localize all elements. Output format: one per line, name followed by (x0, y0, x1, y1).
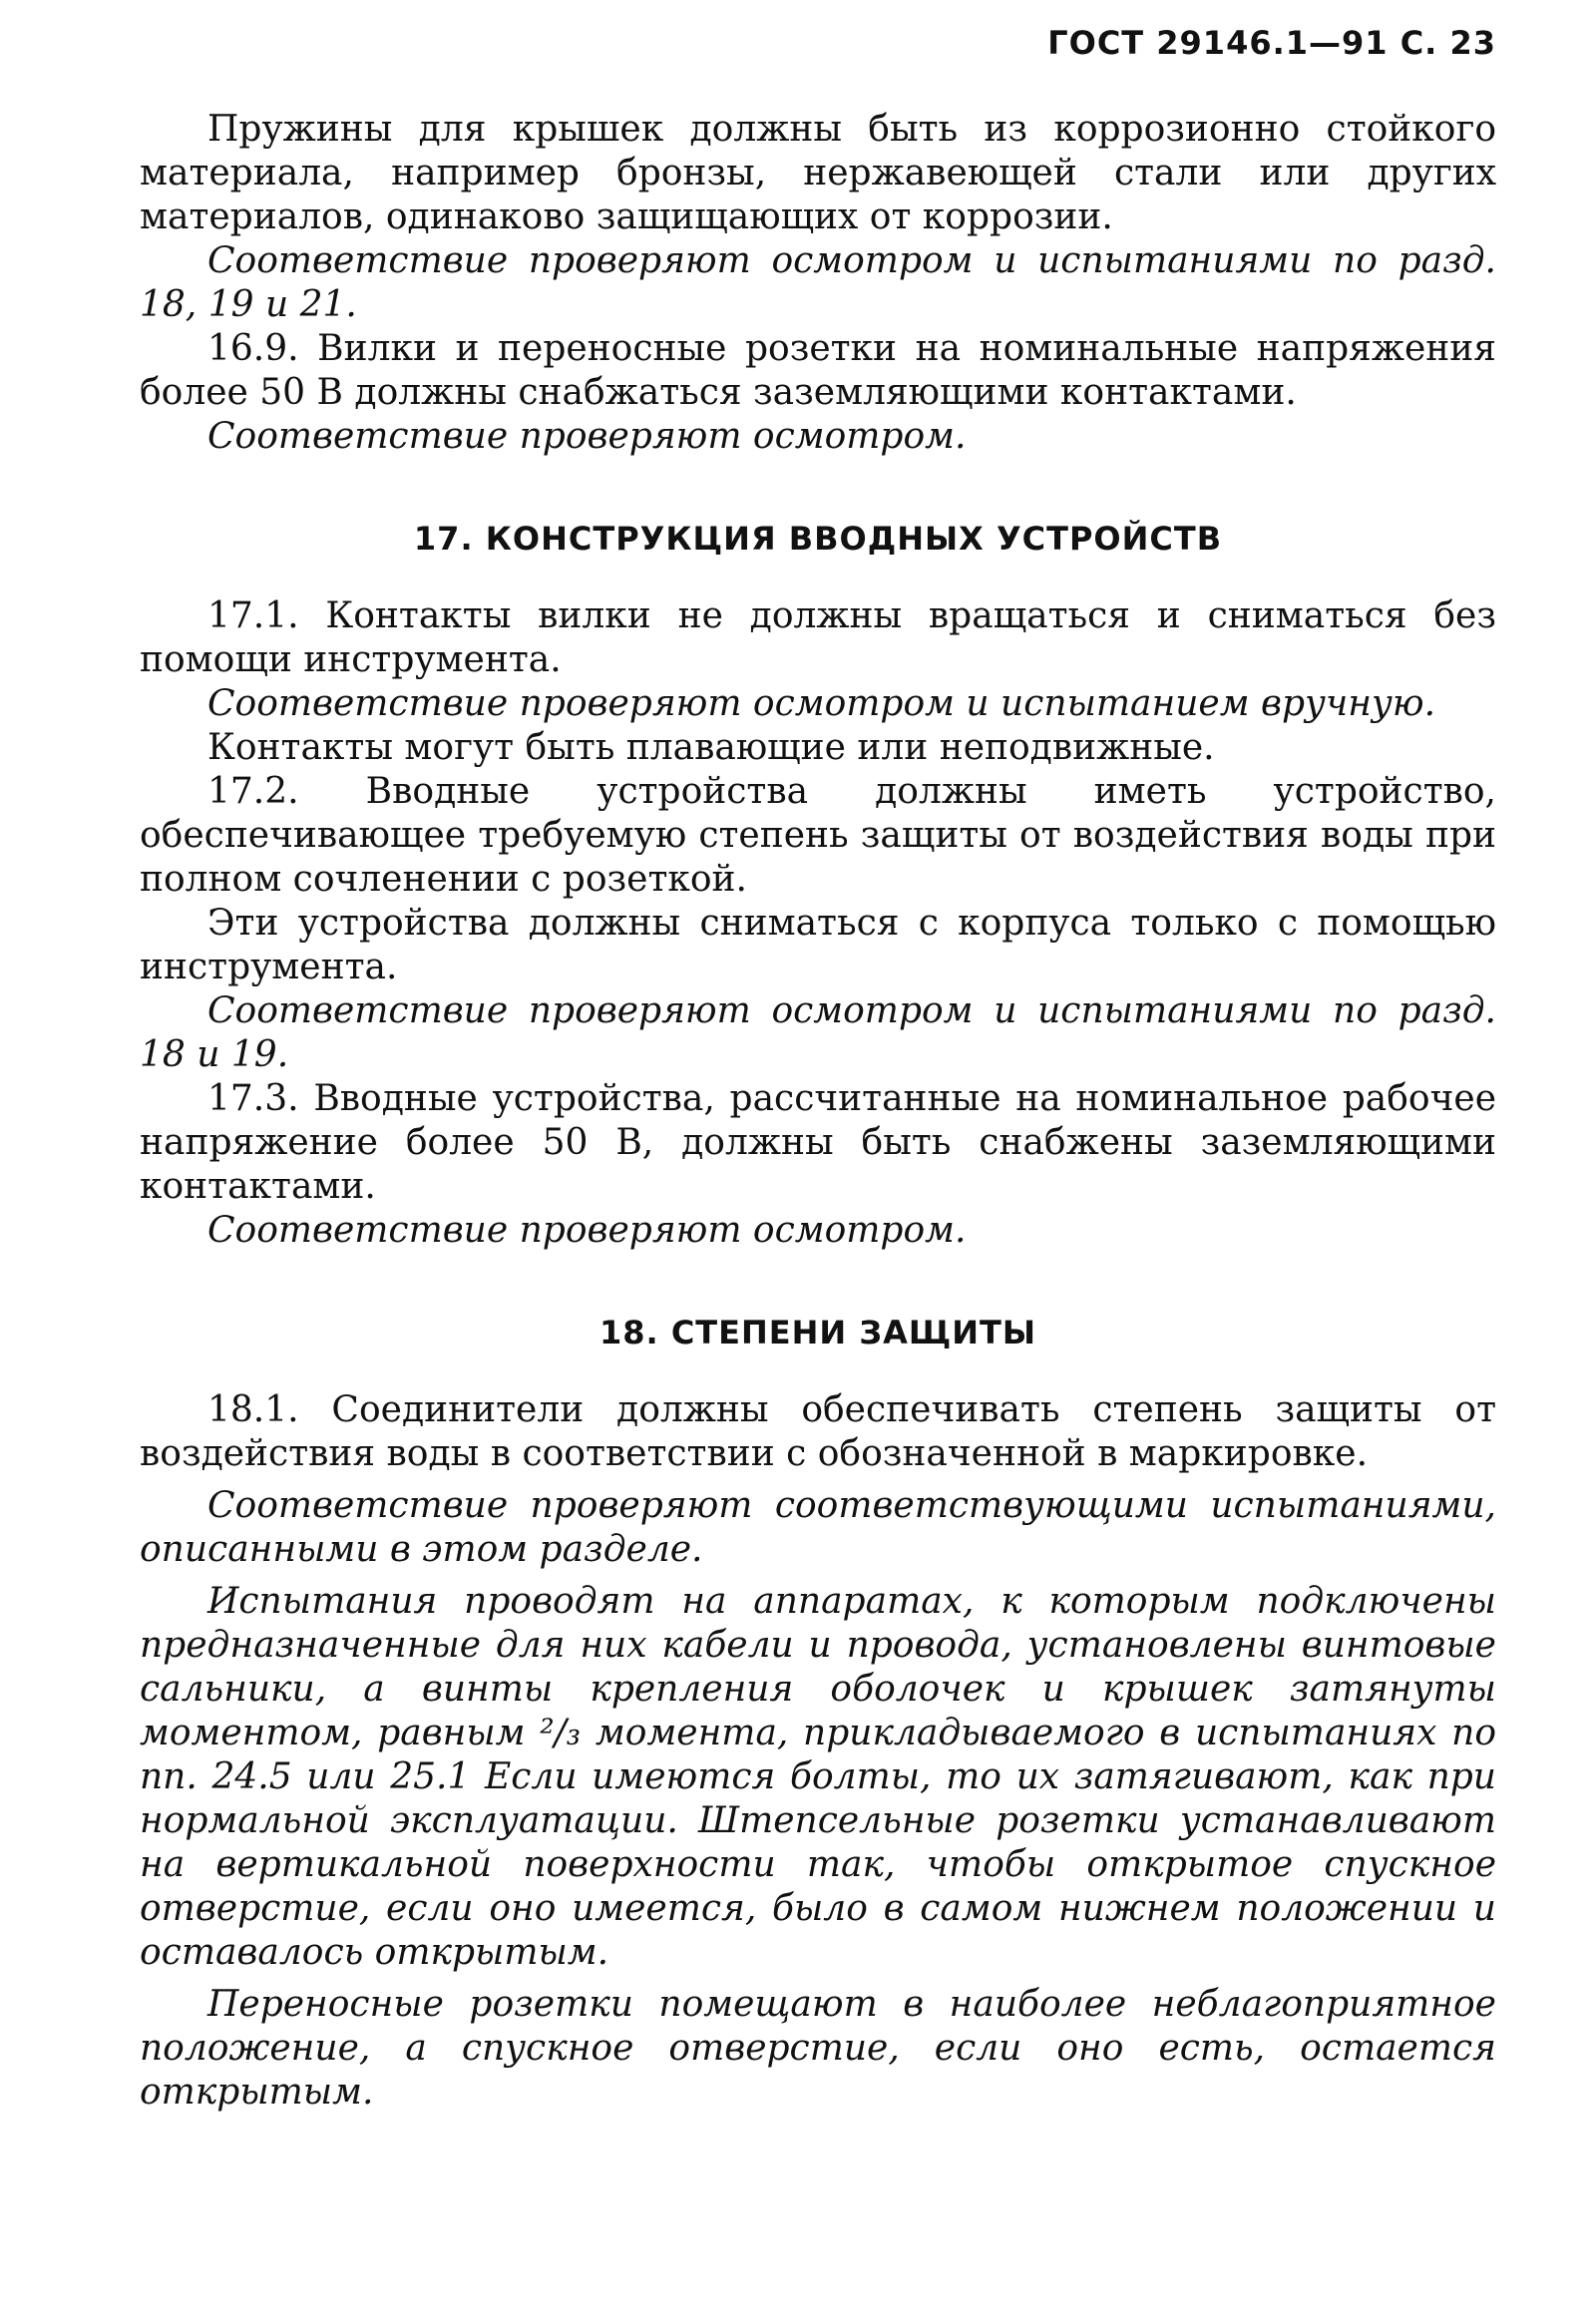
section-18-heading: 18. СТЕПЕНИ ЗАЩИТЫ (598, 1314, 1037, 1351)
paragraph-compliance: Соответствие проверяют осмотром. (207, 1210, 967, 1251)
paragraph-compliance: Соответствие проверяют осмотром и испытаниями по разд. 18, 19 и 21. (140, 240, 1496, 325)
paragraph-contacts: Контакты могут быть плавающие или неподвижные. (207, 727, 1215, 768)
paragraph-test-conditions: Испытания проводят на аппаратах, к которым подключены предназначенные для них кабели и провода, установлены винтовые сальники, а винты крепления оболочек и крышек затянуты моментом, равным ²/₃ момента, прикладываемого в испытаниях по пп. 24.5 или 25.1 Если имеются болты, то их затягивают, как при нормальной эксплуатации. Штепсельные розетки устанавливают на вертикальной поверхности так, чтобы открытое спускное отверстие, если оно имеется, было в самом нижнем положении и оставалось открытым. (140, 1581, 1496, 1973)
paragraph-compliance: Соответствие проверяют осмотром. (207, 416, 967, 457)
section-17-heading: 17. КОНСТРУКЦИЯ ВВОДНЫХ УСТРОЙСТВ (413, 520, 1223, 558)
paragraph-compliance: Соответствие проверяют соответствующими испытаниями, описанными в этом разделе. (140, 1485, 1496, 1570)
paragraph-portable-sockets: Переносные розетки помещают в наиболее неблагоприятное положение, а спускное отверстие, если оно есть, остается открытым. (140, 1984, 1496, 2113)
page-header: ГОСТ 29146.1—91 С. 23 (1047, 24, 1496, 62)
paragraph-17-1: 17.1. Контакты вилки не должны вращаться и сниматься без помощи инструмента. (140, 595, 1496, 680)
paragraph-18-1: 18.1. Соединители должны обеспечивать степень защиты от воздействия воды в соответствии с обозначенной в маркировке. (140, 1389, 1496, 1474)
paragraph-16-9: 16.9. Вилки и переносные розетки на номинальные напряжения более 50 В должны снабжаться заземляющими контактами. (140, 328, 1496, 413)
paragraph-17-2: 17.2. Вводные устройства должны иметь устройство, обеспечивающее требуемую степень защиты от воздействия воды при полном сочленении с розеткой. (140, 771, 1496, 900)
paragraph-compliance: Соответствие проверяют осмотром и испытаниями по разд. 18 и 19. (140, 990, 1496, 1075)
paragraph-17-3: 17.3. Вводные устройства, рассчитанные на номинальное рабочее напряжение более 50 В, должны быть снабжены заземляющими контактами. (140, 1078, 1496, 1207)
paragraph-removal: Эти устройства должны сниматься с корпуса только с помощью инструмента. (140, 903, 1496, 987)
document-body (140, 108, 1496, 2115)
paragraph-compliance: Соответствие проверяют осмотром и испытанием вручную. (207, 683, 1436, 724)
paragraph-springs: Пружины для крышек должны быть из коррозионно стойкого материала, например бронзы, нержавеющей стали или других материалов, одинаково защищающих от коррозии. (140, 109, 1496, 237)
